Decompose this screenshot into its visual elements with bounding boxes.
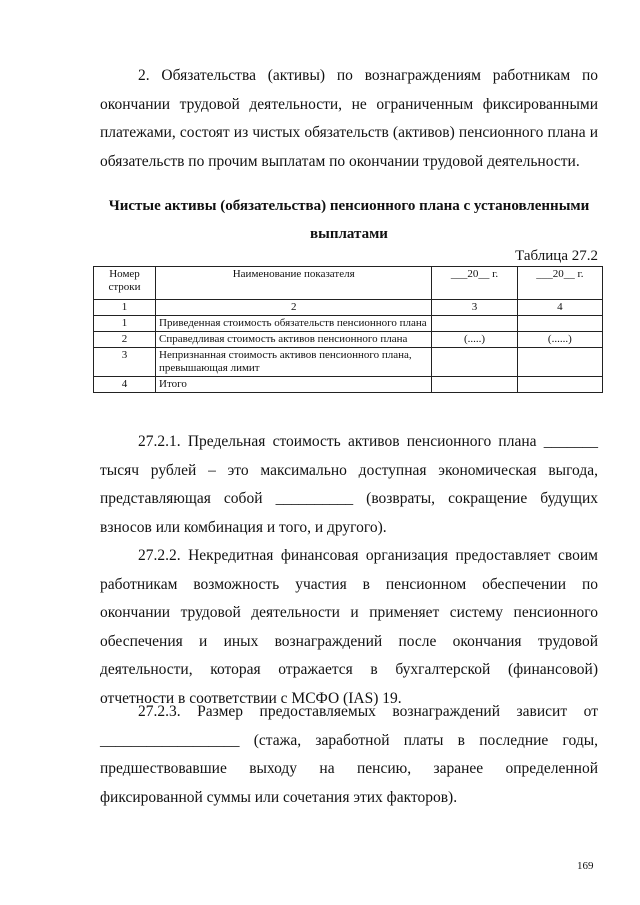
table-row [94, 348, 603, 377]
row-name: Приведенная стоимость обязательств пенсионного плана [156, 316, 432, 332]
row-number: 1 [94, 316, 156, 332]
row-name: Непризнанная стоимость активов пенсионного плана, превышающая лимит [156, 348, 432, 377]
row-value-1 [432, 316, 517, 332]
row-name: Итого [156, 377, 432, 393]
column-number: 3 [432, 300, 517, 316]
table-caption: Таблица 27.2 [515, 248, 598, 264]
column-number-row [94, 300, 603, 316]
pension-plan-table [93, 266, 603, 393]
table-row [94, 377, 603, 393]
paragraph-27-2-3: 27.2.3. Размер предоставляемых вознаграждений зависит от __________________ (стажа, заработной платы в последние годы, предшествовавшие выходу на пенсию, заранее определенной фиксированной суммы или сочетания этих факторов). [100, 703, 598, 806]
row-number: 3 [94, 348, 156, 377]
table-row [94, 316, 603, 332]
column-number: 4 [517, 300, 602, 316]
column-number: 1 [94, 300, 156, 316]
row-value-1: (.....) [432, 332, 517, 348]
section-heading: Чистые активы (обязательства) пенсионного плана с установленными выплатами [108, 198, 590, 242]
paragraph-2: 2. Обязательства (активы) по вознаграждениям работникам по окончании трудовой деятельности, не ограниченным фиксированными платежами, состоят из чистых обязательств (активов) пенсионного плана и обязательств по прочим выплатам по окончании трудовой деятельности. [100, 67, 598, 170]
row-value-1 [432, 348, 517, 377]
header-row-number: Номер строки [94, 267, 156, 300]
row-value-1 [432, 377, 517, 393]
row-number: 4 [94, 377, 156, 393]
row-value-2 [517, 348, 602, 377]
row-value-2 [517, 316, 602, 332]
header-indicator-name: Наименование показателя [156, 267, 432, 300]
header-year-1: ___20__ г. [432, 267, 517, 300]
header-year-2: ___20__ г. [517, 267, 602, 300]
paragraph-27-2-1: 27.2.1. Предельная стоимость активов пенсионного плана _______ тысяч рублей – это максимально доступная экономическая выгода, представляющая собой __________ (возвраты, сокращение будущих взносов или комбинация и того, и другого). [100, 433, 598, 536]
row-name: Справедливая стоимость активов пенсионного плана [156, 332, 432, 348]
paragraph-27-2-2: 27.2.2. Некредитная финансовая организация предоставляет своим работникам возможность участия в пенсионном обеспечении по окончании трудовой деятельности и применяет систему пенсионного обеспечения и иных вознаграждений после окончания трудовой деятельности, которая отражается в бухгалтерской (финансовой) отчетности в соответствии с МСФО (IAS) 19. [100, 547, 598, 707]
table-header-row [94, 267, 603, 300]
row-number: 2 [94, 332, 156, 348]
row-value-2: (......) [517, 332, 602, 348]
row-value-2 [517, 377, 602, 393]
table-row [94, 332, 603, 348]
page-number: 169 [577, 860, 594, 872]
column-number: 2 [156, 300, 432, 316]
